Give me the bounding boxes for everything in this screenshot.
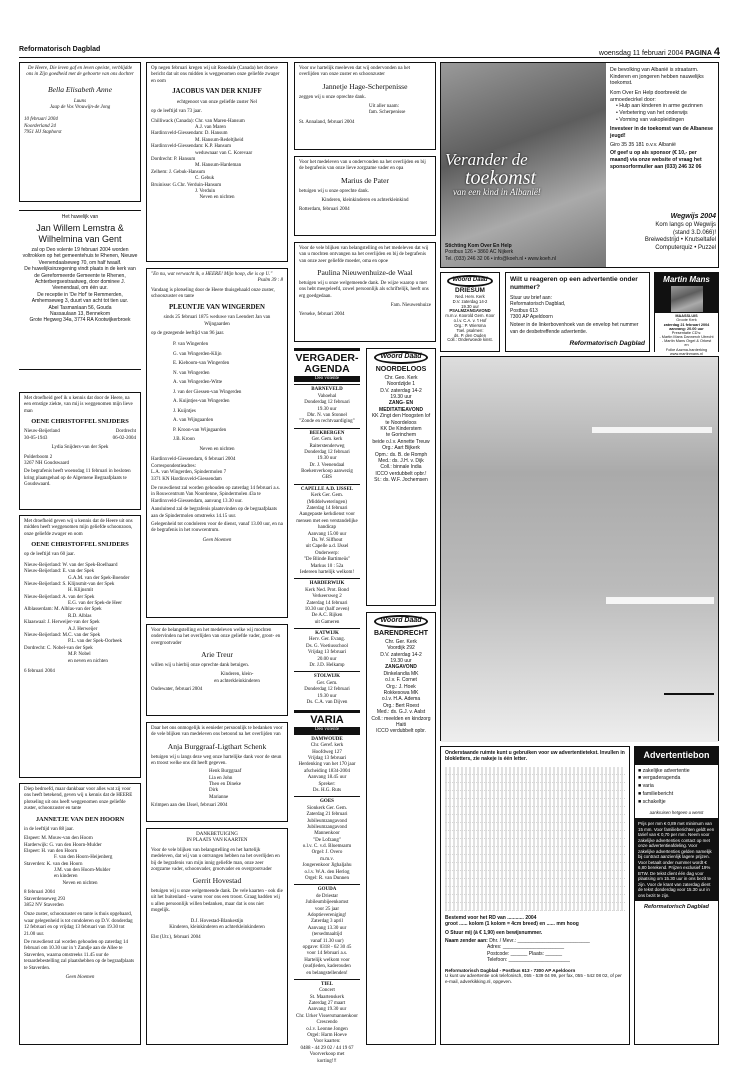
agenda-item: KATWIJK Herv. Ger. Evang. Ds. G. Voetiusschool Vrijdag 13 februari 20.00 uur Dr. J.D. Helkamp [294, 628, 360, 671]
form-footer: Reformatorisch Dagblad - Postbus 613 - 7300 AP Apeldoorn U kunt uw advertentie ook telefonisch, 055 - 539 04 99, per fax, 055 - 542 08 02, of per e-mail, adverkikking.nl, opgeven. [445, 967, 622, 985]
notice-intro: Voor de vele blijken van belangstelling en het hartelijk medeleven, dat wij van u ontvangen hebben na het overlijden en bij de begrafenis van mijn innig geliefde man, onze zeer zorgzame vader, schoonvader, grootvader en overgrootvader [151, 847, 280, 872]
bullet-item: • Hulp aan kinderen in arme gezinnen [616, 103, 703, 110]
albania-text: De bevolking van Albanië is straatarm. Kinderen en jongeren hebben nauwelijks toekomst. Kom Over En Help doorbreekt de armoedecirkel door: • Hulp aan kinderen in arme gezinnen • Verbetering van het onderwijs • Vorming van vakopleidingen Investeer in de toekomst van de Albanese jeugd! Giro 35 35 181 o.v.v. Albanië Of geef u op als sponsor (€ 10,- per maand) via onze website of vraag het sponsorformulier aan (033) 246 32 06 [610, 67, 716, 170]
hootsen-headline [592, 427, 712, 433]
notice-place: Krimpen aan den IJssel, februari 2004 [151, 803, 228, 809]
notice-subtitle: echtgenoot van onze geliefde zuster Nel [176, 99, 258, 105]
notice-intro: Voor de vele blijken van belangstelling en het medeleven dat wij van u mochten ontvangen na het overlijden en bij de begrafenis van onze zeer geliefde moeder, oma en opoe [299, 246, 429, 264]
birth-announcement [19, 62, 141, 202]
form-instructions: Onderstaande ruimte kunt u gebruiken voor uw advertentietekst. Invullen in blokletters, zie nakeje is één letter. [445, 750, 625, 763]
notice-text: betuigen wij u onze welgemeende dank. De vele kaarten - ook die uit het buitenland - waren voor ons een troost. Graag hadden wij u allen persoonlijk willen bedanken, maar dat is ons niet mogelijk. [151, 889, 283, 914]
coupon-option[interactable]: ■ schakeltje [638, 798, 666, 805]
agenda-item: STOLWIJK Ger. Gem. Donderdag 12 februari 19.30 uur Ds. C.A. van Dijven [294, 671, 360, 708]
deceased-name: PLEUNTJE VAN WINGERDEN [169, 303, 265, 311]
notice-signature: Henk Burggraaf Lia en John Theo en Dineke Dirk Marianne [209, 769, 242, 800]
notice-intro: Voor uw hartelijk meeleven dat wij ondervonden na het overlijden van onze zuster en schoonzuster [299, 66, 410, 78]
notice-heading: DANKBETUIGING IN PLAATS VAN KAARTEN [186, 832, 248, 844]
notice-intro: Voor het medeleven van u ondervonden na het overlijden en bij de begrafenis van onze lieve zorgzame vader en opa [299, 160, 426, 172]
wedding-text: zal op Deo volente 19 februari 2004 worden voltrokken op het gemeentehuis te Rhenen, Nieuwe Veenendaalseweg 70, om half twaalf. De huwelijksinzegening vindt plaats in de kerk van de Gereformeerde Gemeente te Rhenen, Achterbergsestraatweg, door dominee J. Veenendaal, om één uur. De receptie in 'De Hof' te Remmerden, Amhemseweg 3, duurt van acht tot tien uur. Abel Tasmanlaan 56, Gouda Nassaulaan 13, Bennekom Grote Hegweg 34a, 3774 RA Kootwijkerbroek [22, 247, 138, 324]
varia-item: GOUDA de Driestar Jubileumbijeenkomst voor 25 jaar Adoptievereniging! Zaterdag 3 april Aanvang 13.30 uur (tersedmaaltijd vanaf 11.30 uur) opgave: 0318 - 62 30 45 voor 14 februari a.s. Hartelijk welkom voor (oud)leden, kaderouden en belangstellenden! [294, 884, 360, 978]
event-place: NOORDELOOS [375, 365, 427, 373]
death-notice-3 [19, 783, 141, 1045]
woorddaad-ad-barendrecht [366, 612, 436, 1045]
birth-poem: De Heere, Die leven gaf en leven opeiste, verblijdde ons in Zijn goedheid met de geboorte van ons dochter [26, 66, 134, 78]
notice-intro: Met droefheid geef ik u kennis dat door de Heere, na een ernstige ziekte, van mij is weggenomen mijn lieve man [24, 396, 133, 414]
death-notice-knijff [146, 62, 288, 262]
notice-intro: Op negen februari kregen wij uit Rosedale (Canada) het droeve bericht dat uit ons midden is weggenomen onze geliefde zwager en oom [151, 66, 280, 84]
event-details: Ned. Herv. Kerk D.V. zaterdag 14-2 19.30 uur PSALMZANGAVOND m.m.v. Koorold Gem. Koor o.l.v. C.A. v. 't Hof Org.: P. Wiersma Toel. psalmen: ds. P. den Ouden Coll.: Onderwoede kinst. [445, 293, 495, 343]
deceased-name: Anja Burggraaf-Ligthart Schenk [167, 741, 267, 751]
albania-headline: Verander de toekomst van een kind in Albanië! [445, 150, 541, 197]
notice-age: op de leeftijd van 73 jaar. [151, 109, 202, 115]
notice-signature: Uit aller naam: fam. Scherpenisse [369, 103, 406, 116]
notice-text: De begrafenis heeft woensdag 11 februari in besloten kring plaatsgehad op de Algemene Begraafplaats te Goudswaard. [24, 469, 131, 488]
albania-ad [440, 62, 719, 268]
agenda-item: BARNEVELD Vahoehal Donderdag 12 februari 19.30 uur Dhr. N. van Stonnel "Zonde en rechtvaardiging" [294, 384, 360, 427]
wedding-title: Het huwelijk van [61, 214, 99, 220]
wedding-names: Jan Willem Lemstra & Wilhelmina van Gent [36, 223, 124, 244]
paper-name: Reformatorisch Dagblad [19, 46, 101, 53]
concert-details: MAASSLUIS Groote Kerk zaterdag 21 februari 2004 aanvang: 20.00 uur Presentatie CD's: - Martin Mans Dannerch Utrecht - Martin Mans Orgel & Orkest en Folke Aazma-harderking www.martinmans.nl [655, 313, 718, 357]
thanks-notice-hage [294, 62, 436, 150]
birth-name: Bella Elisabeth Anne [48, 84, 112, 94]
birth-parents: Luuns Jaap de Vos Vrouwijn-de Jong [49, 98, 111, 110]
deceased-name: Jannetje Hage-Scherpenisse [322, 81, 408, 91]
notice-address: 8 februari 2004 Staverdenseweg 293 3852 NV Staverden [24, 890, 66, 909]
deceased-name: JACOBUS VAN DER KNIJFF [172, 88, 262, 96]
event-details: Chr. Ger. Kerk Voordijk 292 D.V. zaterdag 14-2 19.30 uur ZANGAVOND Dinkelandia MK o.l.v. F. Cornet Org.: J. Hoek Rokkesowa MK o.l.v. H.A. Adema Org.: Bert Roest Med.: ds. G.J. v. Aalst Coll.: meelden en kindzorg Haiti ICCO verdubbelt opbr. [371, 638, 431, 735]
albania-org: Stichting Kom Over En Help Postbus 126 • 3860 AC Nijkerk Tel. (033) 246 32 06 • info@koeh.nl • www.koeh.nl [445, 243, 556, 262]
deceased-name: Gerrit Hovestad [192, 876, 242, 886]
thanks-notice-burggraaf [146, 722, 288, 822]
reply-note: Noteer in de linkerbovenhoek van de envelop het nummer van de desbetreffende advertentie. [510, 322, 639, 335]
coupon-option[interactable]: ■ varia [638, 783, 654, 790]
notice-age: in de leeftijd van 88 jaar. [24, 826, 74, 832]
event-details: Chr. Geo. Kerk Noordzijde 1 D.V. zaterdag 14-2 19.30 uur ZANG- EN MEDITATIEAVOND KK Zingt den Hoogsten lof te Noordeloos KK De Kinderstem te Gorinchem beide o.l.v. Annette Treuw Org.: Aart Bijkerk Opm.: ds. B. de Romph Med.: ds. J.H. v. Dijk Coll.: binnale India ICCO verdubbelt opbr.! St.: ds. W.F. Jochemsen [371, 374, 431, 484]
notice-dates: 30-05-1943 06-02-2004 [24, 435, 136, 441]
event-place: BARENDRECHT [373, 629, 429, 637]
event-place: DRIESUM [455, 286, 485, 294]
page-label: PAGINA [685, 50, 712, 57]
notice-date: 6 februari 2004 [24, 669, 55, 674]
agenda-item: CAPELLE A.D. IJSSEL Kerk Ger. Gem. (Middelweteringen) Zaterdag 14 februari Aangepaste kerkdienst voor mensen met een verstandelijke handicap Aanvang 15.00 uur Ds. W. Silfhout uit Capelle a.d. IJssel Onderwerp: "De Blinde Bartimeüs" Markus 10 : 52a Iedereen hartelijk welkom! [294, 484, 360, 578]
notice-signature: Fam. Nieuwenhuize [390, 303, 431, 309]
coupon-note: aankruisen hetgeen u wenst [649, 809, 704, 815]
bullet-item: • Verbetering van het onderwijs [616, 109, 688, 116]
coupon-terms: Prijs per mm € 0,89 met minimum van 15 mm. Voor familieberichten geldt een tarief van € 0,70 per mm. Neem voor zakelijke advertenties contact op met onze advertentieafdeling. Voor zakelijke advertenties gelden namelijk bij contract aanzienlijk lagere prijzen. Voor betaalt onder nummer wordt € 6,80 berekend. Prijzen exclusief 19% BTW. De tekst dient één dag voor plaatsing om 15.30 uur in ons bezit te zijn. Voor de krant van zaterdag dient de tekst donderdag voor 15.30 uur in ons bezit te zijn. [635, 818, 718, 901]
thanks-notice-nieuwenhuize [294, 242, 436, 342]
thanks-notice-hovestad [146, 828, 288, 1045]
death-notice-1 [19, 392, 141, 510]
coupon-option[interactable]: ■ vergaderagenda [638, 775, 681, 782]
notice-intro: Diep bedroefd, maar dankbaar voor alles wat zij voor ons heeft betekend, geven wij u kennis dat de HEERE plotseling uit ons heeft weggenomen onze geliefde zuster, schoonzuster en tante [24, 787, 133, 812]
notice-text: willen wij u hierbij onze oprechte dank betuigen. [151, 662, 250, 668]
hootsen-ad [440, 356, 719, 741]
thanks-notice-pater [294, 156, 436, 236]
birth-address: 10 februari 2004 Noorderland 24 7951 HJ Staphorst [24, 117, 62, 136]
notice-footer: Geen bloemen [65, 974, 95, 980]
family-list: Nieuw-Beijerland: W. van der Spek-Boelhaard Nieuw-Beijerland: E. van der Spek G.A.M. van der Spek-Boender Nieuw-Beijerland: S. Klijnsmit-van der Spek H. Klijnsmit Nieuw-Beijerland: A. van der Spek E.G. van der Spek-de Heer Alblasserdam: M. Alblas-van der Spek R.D. Alblas Klaaswaal: J. Herweijer-van der Spek A.J. Herweijer Nieuw-Beijerland: M.C. van der Spek P.L. van der Spek-Oorbeek Dordrecht: C. Nobel-van der Spek M.P. Nobel en neven en nichten [24, 562, 130, 664]
notice-place: St. Annaland, februari 2004 [299, 119, 355, 125]
notice-signature: Lydia Snijders-van der Spek [51, 445, 109, 451]
martin-mans-ad [654, 272, 719, 356]
deceased-name: Paulina Nieuwenhuize-de Waal [317, 268, 413, 278]
notice-signature: Kinderen, kleinkinderen en achterkleinkind [321, 197, 409, 203]
varia-item: TIEL Concert St. Maartenskerk Zaterdag 27 maart Aanvang 19.30 uur Chr. Urker Vissersmannenkoor Crescendo o.l.v. Leonne Jongen Orgel: Harm Hoeve Voor kaarten: 0488 - 44 29 02 / 44 19 67 Voorverkoop met korting!!! [294, 979, 360, 1067]
varia-item: DAMWOUDE Chr. Geref. kerk Hoofdweg 127 Vrijdag 13 februari Herdenking van het 170 jaar afscheiding 1834-2004 Aanvang 18.45 uur Spreker: Ds. H.G. Ruts [294, 734, 360, 797]
reply-text: Stuur uw brief aan: [510, 294, 552, 301]
notice-text: betuigen wij u onze oprechte dank. [299, 188, 369, 194]
coupon-option[interactable]: ■ familiebericht [638, 790, 674, 797]
agenda-item: HARDERWIJK Kerk Ned. Prot. Bond Verkeersweg 2 Zaterdag 14 februari 10.30 uur (half zeven) De A.C. Rijken uit Gameren [294, 578, 360, 628]
notice-address: Polderboom 2 3267 NH Goudswaard [24, 454, 69, 466]
reply-address: Reformatorisch Dagblad, Postbus 613 7300 AP Apeldoorn [510, 301, 566, 321]
notice-address: Correspondentieadres: L.A. van Wingerden, Spindermolen 7 3371 KN Hardinxveld-Giessendam [151, 463, 227, 482]
varia-item: GOES Sionkerk Ger. Gem. Zaterdag 21 februari Jubileumzangavond Jubileumzangavond Mannenkoor "De Lofzang" o.l.v. C. v.d. Bloemsarm Orgel: J. Overo m.m.v. Jongerenkoor Jighaljahu o.l.v. W.A. den Herlog Orgel: R. van Dunnen [294, 796, 360, 884]
notice-intro: Voor de belangstelling en het medeleven welke wij mochten ondervinden na het overlijden van onze geliefde vader, groot- en overgrootvader [151, 628, 281, 646]
notice-place: Elst (Utr.), februari 2004 [151, 935, 201, 941]
form-text-grid[interactable] [445, 767, 625, 911]
hootsen-logo [664, 693, 714, 695]
notice-signature: D.J. Hovestad-Blankestijn Kinderen, kleinkinderen en achterkleinkinderen [169, 918, 265, 931]
varia-subtitle: Deo volente [294, 727, 360, 733]
notice-intro: Daar het ons onmogelijk is eenieder persoonlijk te bedanken voor de vele blijken van medeleven ons betoond na het overlijden van [151, 726, 283, 738]
notice-text: betuigen wij u onze welgemeende dank. De wijze waarop u met ons hebt meegeleefd, zowel persoonlijk als schriftelijk, heeft ons erg goedgedaan. [299, 280, 429, 299]
notice-quote: "En nu, wat verwacht ik, o HEERE! Mijn hoop, die is op U." [151, 272, 273, 277]
hootsen-text [606, 597, 714, 604]
page-number: 4 [713, 46, 720, 58]
notice-place: Oudewater, februari 2004 [151, 687, 203, 693]
bullet-item: • Vorming van vakopleidingen [616, 116, 685, 123]
notice-signature: Kinderen, klein- en achterkleinkinderen [214, 672, 260, 684]
agenda-subtitle: Deo volente [294, 376, 360, 382]
death-notice-2 [19, 515, 141, 778]
notice-place: Hardinxveld-Giessendam, 6 februari 2004 [151, 457, 236, 463]
notice-place: Rotterdam, februari 2004 [299, 207, 350, 213]
deceased-name: Marius de Pater [340, 175, 390, 185]
deceased-name: Arie Treur [201, 650, 233, 660]
wedding-announcement [19, 210, 141, 370]
notice-age: op de gezegende leeftijd van 96 jaar. [151, 331, 225, 337]
thanks-notice-treur [146, 624, 288, 716]
ad-order-form [440, 746, 630, 1045]
woorddaad-ad-driesum [440, 272, 500, 352]
form-fields[interactable]: Bestemd voor het RD van ............ 2004 groot ...... kolom (1 kolom = 4cm breed) en ...... mm hoog O Stuur mij (à € 1,90) een bewijsnummer. Naam zender aan: Dhr. / Mevr.: __________________________ Adres: ______________________ Postcode: ______ Plaats: ______ Telefoon: ______________________ [445, 914, 590, 964]
varia-title: VARIA [294, 710, 360, 727]
notice-place: Yerseke, februari 2004 [299, 312, 345, 318]
notice-age: op de leeftijd van 60 jaar. [24, 552, 75, 558]
notice-places: Nieuw-Beijerland Dordrecht [24, 429, 136, 435]
coupon-title: Advertentiebon [635, 747, 718, 765]
ad-title: Martin Mans [663, 275, 710, 284]
family-list: Elspeet: M. Mouw-van den Hoorn Harderwijk: G. van den Hoorn-Mulder Elspeet: H. van den Hoorn F. van den Hoorn-Heijenberg Staverden: K. van den Hoorn J.M. van den Hoorn-Mulder en kinderen Neven en nichten [24, 836, 113, 886]
woorddaad-ad-noordeloos [366, 348, 436, 606]
page-date: woensdag 11 februari 2004 [598, 50, 684, 57]
notice-text: De rouwdienst zal worden gehouden op zaterdag 14 februari a.s. in Rouwcentrum Van Noordenne, Spindermolen 43a te Hardinxveld-Giessendam, aanvang 13.30 uur. Aansluitend zal de begrafenis plaatsvinden op de begraafplaats aan de Spindermolen omstreeks 14.15 uur. Gelegenheid tot condoleren voor de dienst, vanaf 13.00 uur, en na de begrafenis in het rouwcentrum. [151, 485, 283, 534]
family-list: P. van Wingerden G. van Wingerden-Klijn E. Kieboom-van Wingerden N. van Wingerden A. van Wingerden-Witte J. van der Giessen-van Wingerden A. Kuijntjes-van Wingerden J. Kuijntjes A. van Wijngaarden P. Kroon-van Wijngaarden J.B. Kroon Neven en nichten [173, 342, 242, 452]
notice-intro: Vandaag is plotseling door de Heere thuisgehaald onze zuster, schoonzuster en tante [151, 287, 275, 300]
meeting-agenda [294, 348, 360, 1064]
wegwijs-promo: Wegwijs 2004 Kom langs op Wegwijs (stand 3.D.066)! Breiwedstrijd • Knutseltafel Computerquiz • Puzzel [644, 213, 716, 251]
notice-reference: Psalm 39 : 8 [257, 278, 283, 284]
notice-text: Onze zuster, schoonzuster en tante is thuis opgebaard, waar gelegenheid is tot condoleren op D.V. donderdag 12 februari en op vrijdag 13 februari van 19.30 tot 21.00 uur. De rouwdienst zal worden gehouden op zaterdag 14 februari om 10.30 uur in 't Zandje aan de Allee te Staverden, waarna omstreeks 11.45 uur de teraardebestelling zal plaatshebben op de begraafplaats te Staverden. [24, 912, 135, 971]
notice-subtitle: sinds 25 februari 1875 weduwe van Leendert Jan van Wijngaarden [163, 315, 271, 327]
newspaper-logo: Reformatorisch Dagblad [644, 904, 709, 910]
page-header [19, 44, 720, 58]
notice-intro: Met droefheid geven wij u kennis dat de Heere uit ons midden heeft weggenomen mijn geliefde schoonzoon, onze geliefde zwager en oom [24, 519, 133, 537]
newspaper-logo: Reformatorisch Dagblad [569, 339, 645, 347]
reply-title: Wilt u reageren op een advertentie onder nummer? [510, 276, 638, 292]
organist-photo [671, 286, 703, 312]
woorddaad-logo: Woord Daad [374, 615, 428, 628]
family-list: Chilliwack (Canada): Chr. van Maren-Hansum A.J. van Maren Hardinxveld-Giessendam: D. Hansum M. Hansum-Redeltjheid Hardinxveld-Giessendam: K.P. Hansum weduwnaar van C. Korevaar Dordrecht: P. Hansum M. Hansum-Hardeman Zelhem: J. Gebuk-Hansum C. Gebuk Bruinisse: G.Chr. Verduin-Hansum J. Verduin Neven en nichten [151, 118, 253, 201]
death-notice-wingerden [146, 268, 288, 618]
coupon-option[interactable]: ■ zakelijke advertentie [638, 767, 690, 774]
reply-info-ad [505, 272, 650, 352]
ad-coupon [634, 746, 719, 1045]
page-meta [599, 45, 720, 59]
coupon-options[interactable] [635, 765, 718, 810]
agenda-title: VERGADER- AGENDA [294, 348, 360, 374]
notice-text: betuigen wij u langs deze weg onze hartelijke dank voor de steun en troost welke ons dit heeft gegeven. [151, 754, 282, 766]
deceased-name: OENE CHRISTOFFEL SNIJDERS [31, 418, 129, 426]
store-photo [441, 357, 718, 742]
deceased-name: OENE CHRISTOFFEL SNIJDERS [31, 541, 129, 549]
woorddaad-logo: Woord Daad [447, 275, 493, 287]
notice-footer: Geen bloemen [202, 537, 232, 543]
agenda-item: BEEKBERGEN Ger. Gem. kerk Raiterstenderweg Donderdag 12 februari 19.30 uur Dr. J. Veenendaal Boekenverkoop aanwezig GBS [294, 428, 360, 484]
deceased-name: JANNETJE VAN DEN HOORN [35, 815, 125, 823]
notice-text: zeggen wij u onze oprechte dank. [299, 94, 366, 100]
woorddaad-logo: Woord Daad [374, 351, 428, 364]
